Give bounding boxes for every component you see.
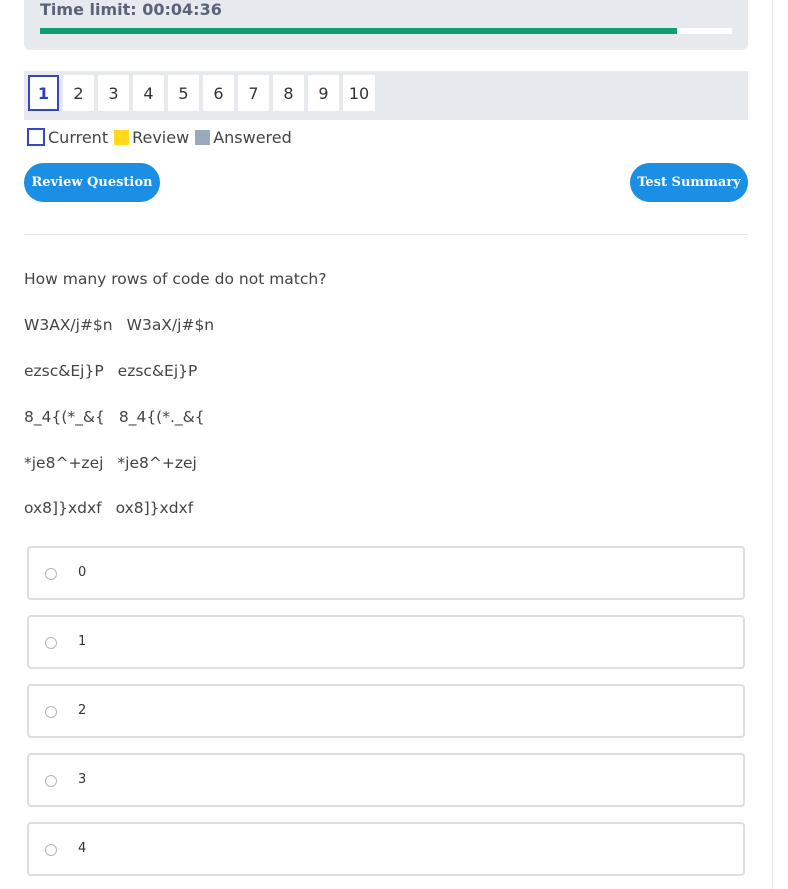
question-nav-1[interactable]: 1 bbox=[28, 75, 59, 111]
answered-swatch bbox=[195, 130, 210, 145]
code-row-4 bbox=[24, 454, 197, 472]
time-progress-track bbox=[40, 28, 732, 34]
answer-label-3: 3 bbox=[78, 772, 87, 787]
code-row-2-left: ezsc&Ej}P bbox=[24, 362, 104, 380]
status-legend bbox=[27, 127, 292, 147]
answer-option-4[interactable] bbox=[27, 822, 745, 876]
answer-option-3[interactable] bbox=[27, 753, 745, 807]
answer-radio-4[interactable] bbox=[45, 844, 57, 856]
code-row-1 bbox=[24, 316, 214, 334]
legend-current-label: Current bbox=[48, 127, 109, 147]
answer-label-2: 2 bbox=[78, 703, 87, 718]
time-progress-fill bbox=[40, 28, 677, 34]
timer-panel bbox=[24, 0, 748, 50]
code-row-2 bbox=[24, 362, 197, 380]
question-nav-10[interactable]: 10 bbox=[343, 75, 375, 111]
answer-radio-2[interactable] bbox=[45, 706, 57, 718]
answer-option-2[interactable] bbox=[27, 684, 745, 738]
page-right-edge bbox=[772, 0, 773, 889]
code-row-3 bbox=[24, 408, 205, 426]
code-row-5 bbox=[24, 499, 193, 517]
time-limit-label: Time limit: 00:04:36 bbox=[40, 0, 222, 19]
question-nav-5[interactable]: 5 bbox=[168, 75, 199, 111]
answer-radio-0[interactable] bbox=[45, 568, 57, 580]
answer-label-0: 0 bbox=[78, 565, 87, 580]
question-navigator bbox=[24, 71, 748, 120]
review-swatch bbox=[114, 130, 129, 145]
question-nav-2[interactable]: 2 bbox=[63, 75, 94, 111]
code-row-5-right: ox8]}xdxf bbox=[115, 499, 194, 517]
code-row-5-left: ox8]}xdxf bbox=[24, 499, 102, 517]
code-row-1-left: W3AX/j#$n bbox=[24, 316, 113, 334]
answer-label-1: 1 bbox=[78, 634, 87, 649]
legend-answered-label: Answered bbox=[213, 127, 292, 147]
answer-radio-1[interactable] bbox=[45, 637, 57, 649]
code-row-4-right: *je8^+zej bbox=[117, 454, 197, 472]
answer-label-4: 4 bbox=[78, 841, 87, 856]
question-text: How many rows of code do not match? bbox=[24, 270, 327, 288]
answer-option-1[interactable] bbox=[27, 615, 745, 669]
question-nav-6[interactable]: 6 bbox=[203, 75, 234, 111]
code-row-1-right: W3aX/j#$n bbox=[126, 316, 215, 334]
code-row-2-right: ezsc&Ej}P bbox=[117, 362, 198, 380]
code-row-3-right: 8_4{(*._&{ bbox=[118, 408, 205, 426]
question-nav-3[interactable]: 3 bbox=[98, 75, 129, 111]
answer-option-0[interactable] bbox=[27, 546, 745, 600]
current-swatch bbox=[27, 128, 45, 146]
test-summary-button[interactable]: Test Summary bbox=[630, 163, 748, 202]
section-divider bbox=[24, 234, 748, 235]
question-nav-4[interactable]: 4 bbox=[133, 75, 164, 111]
answer-radio-3[interactable] bbox=[45, 775, 57, 787]
question-nav-8[interactable]: 8 bbox=[273, 75, 304, 111]
question-nav-9[interactable]: 9 bbox=[308, 75, 339, 111]
legend-review-label: Review bbox=[132, 127, 190, 147]
question-nav-7[interactable]: 7 bbox=[238, 75, 269, 111]
review-question-button[interactable]: Review Question bbox=[24, 163, 160, 202]
code-row-4-left: *je8^+zej bbox=[24, 454, 104, 472]
code-row-3-left: 8_4{(*_&{ bbox=[24, 408, 105, 426]
